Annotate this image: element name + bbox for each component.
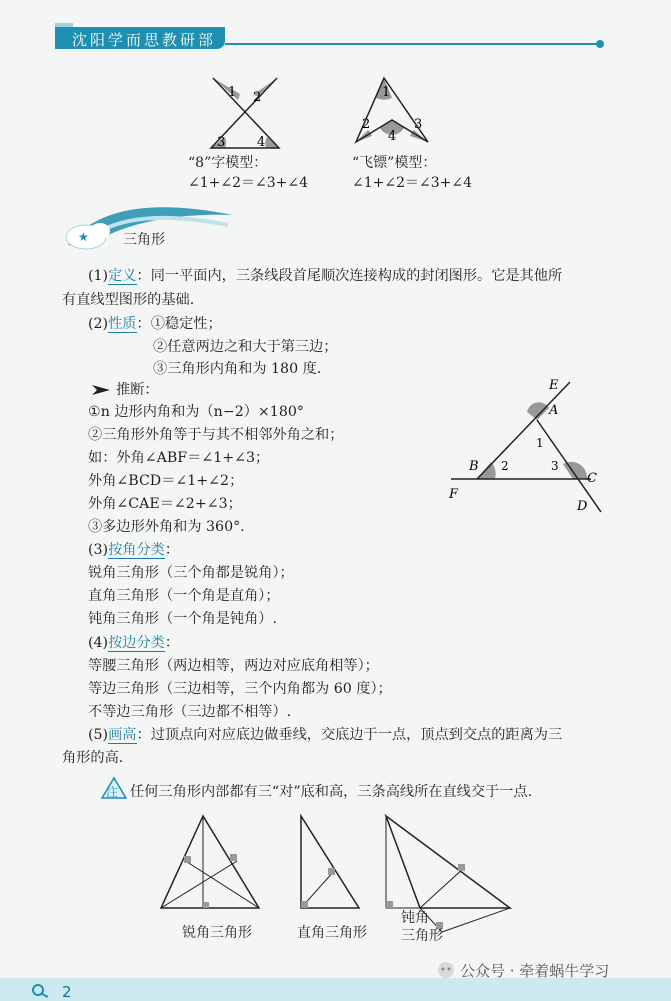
definition-text: ：同一平面内，三条线段首尾顺次连接构成的封闭图形。它是其他所 bbox=[136, 268, 563, 284]
inference-line: 外角∠BCD＝∠1+∠2； bbox=[88, 473, 244, 489]
eight-angle-3: 3 bbox=[217, 135, 226, 150]
header-title: 沈阳学而思教研部 bbox=[72, 31, 217, 49]
definition-prefix: (1) bbox=[88, 268, 109, 284]
acute-triangle-figure bbox=[155, 812, 265, 912]
header-rule-dot bbox=[596, 40, 604, 48]
inference-line: ①n 边形内角和为（n−2）×180° bbox=[88, 404, 304, 420]
by-angle-item: 直角三角形（一个角是直角）； bbox=[88, 588, 280, 604]
page-number: 2 bbox=[62, 983, 72, 1001]
by-side-colon: ： bbox=[164, 635, 180, 651]
eight-model-figure bbox=[195, 70, 295, 152]
by-angle-prefix: (3) bbox=[88, 542, 109, 558]
obtuse-triangle-label-2: 三角形 bbox=[401, 928, 443, 944]
by-side-prefix: (4) bbox=[88, 635, 109, 651]
dart-model-formula: ∠1+∠2＝∠3+∠4 bbox=[352, 175, 473, 191]
definition-line-2: 有直线型图形的基础. bbox=[62, 292, 195, 308]
by-angle-heading bbox=[88, 540, 179, 560]
note-icon-label: 注 bbox=[106, 785, 119, 799]
acute-triangle-label: 锐角三角形 bbox=[182, 925, 252, 941]
eight-angle-4: 4 bbox=[257, 135, 266, 150]
dart-angle-3: 3 bbox=[414, 117, 423, 132]
point-E: E bbox=[549, 378, 559, 393]
watermark: 公众号 · 牵着蜗牛学习 bbox=[460, 962, 610, 980]
exterior-angle-figure bbox=[445, 372, 615, 517]
by-side-item: 等腰三角形（两边相等，两边对应底角相等）； bbox=[88, 658, 379, 674]
note-icon bbox=[100, 776, 128, 802]
by-angle-colon: ： bbox=[164, 542, 180, 558]
altitude-line-2: 角形的高. bbox=[62, 750, 124, 766]
angle-3: 3 bbox=[551, 459, 559, 473]
by-side-heading bbox=[88, 633, 179, 653]
inference-line: ②三角形外角等于与其不相邻外角之和； bbox=[88, 427, 344, 443]
property-item: ③三角形内角和为 180 度. bbox=[153, 361, 322, 377]
section-title: 三角形 bbox=[123, 232, 165, 248]
magnifier-icon bbox=[30, 982, 52, 998]
by-side-item: 不等边三角形（三边都不相等）. bbox=[88, 704, 292, 720]
inference-title: 推断： bbox=[116, 382, 159, 398]
wechat-icon bbox=[436, 960, 456, 980]
by-angle-item: 锐角三角形（三个角都是锐角）； bbox=[88, 565, 294, 581]
definition-line-1 bbox=[88, 266, 562, 286]
eight-model-formula: ∠1+∠2＝∠3+∠4 bbox=[188, 175, 309, 191]
angle-1: 1 bbox=[536, 436, 544, 450]
dart-angle-2: 2 bbox=[362, 117, 371, 132]
altitude-keyword: 画高 bbox=[108, 727, 137, 743]
properties-keyword: 性质 bbox=[108, 316, 137, 332]
inference-line: 外角∠CAE＝∠2+∠3； bbox=[88, 496, 242, 512]
inference-line: ③多边形外角和为 360°. bbox=[88, 519, 245, 535]
altitude-prefix: (5) bbox=[88, 727, 109, 743]
point-C: C bbox=[587, 471, 597, 486]
note-text: 任何三角形内部都有三“对”底和高，三条高线所在直线交于一点. bbox=[130, 784, 533, 800]
dart-model-figure bbox=[340, 72, 450, 154]
altitude-text: ：过顶点向对应底边做垂线，交底边于一点，顶点到交点的距离为三 bbox=[136, 727, 563, 743]
property-item: ②任意两边之和大于第三边； bbox=[153, 339, 338, 355]
footer-band bbox=[0, 978, 671, 1001]
arrow-pointer-icon bbox=[90, 383, 112, 397]
properties-line-1 bbox=[88, 314, 222, 334]
point-F: F bbox=[449, 487, 459, 502]
by-angle-keyword: 按角分类 bbox=[108, 542, 165, 558]
eight-angle-1: 1 bbox=[228, 85, 237, 100]
angle-2: 2 bbox=[501, 459, 509, 473]
header-rule bbox=[225, 43, 600, 45]
dart-angle-1: 1 bbox=[382, 85, 391, 100]
dart-model-name: “飞镖”模型： bbox=[352, 155, 437, 171]
point-A: A bbox=[549, 403, 559, 418]
property-item: ：①稳定性； bbox=[136, 316, 222, 332]
point-B: B bbox=[469, 459, 479, 474]
eight-angle-2: 2 bbox=[253, 90, 262, 105]
by-angle-item: 钝角三角形（一个角是钝角）. bbox=[88, 611, 277, 627]
inference-line: 如：外角∠ABF＝∠1+∠3； bbox=[88, 450, 270, 466]
altitude-line-1 bbox=[88, 725, 562, 745]
right-triangle-figure bbox=[295, 812, 365, 912]
point-D: D bbox=[577, 499, 588, 514]
eight-model-name: “8”字模型： bbox=[188, 155, 268, 171]
svg-text:★: ★ bbox=[78, 230, 89, 244]
dart-angle-4: 4 bbox=[388, 129, 397, 144]
obtuse-triangle-label-1: 钝角 bbox=[401, 910, 429, 926]
by-side-keyword: 按边分类 bbox=[108, 635, 165, 651]
properties-prefix: (2) bbox=[88, 316, 109, 332]
definition-keyword: 定义 bbox=[108, 268, 137, 284]
right-triangle-label: 直角三角形 bbox=[297, 925, 367, 941]
by-side-item: 等边三角形（三边相等，三个内角都为 60 度）； bbox=[88, 681, 392, 697]
